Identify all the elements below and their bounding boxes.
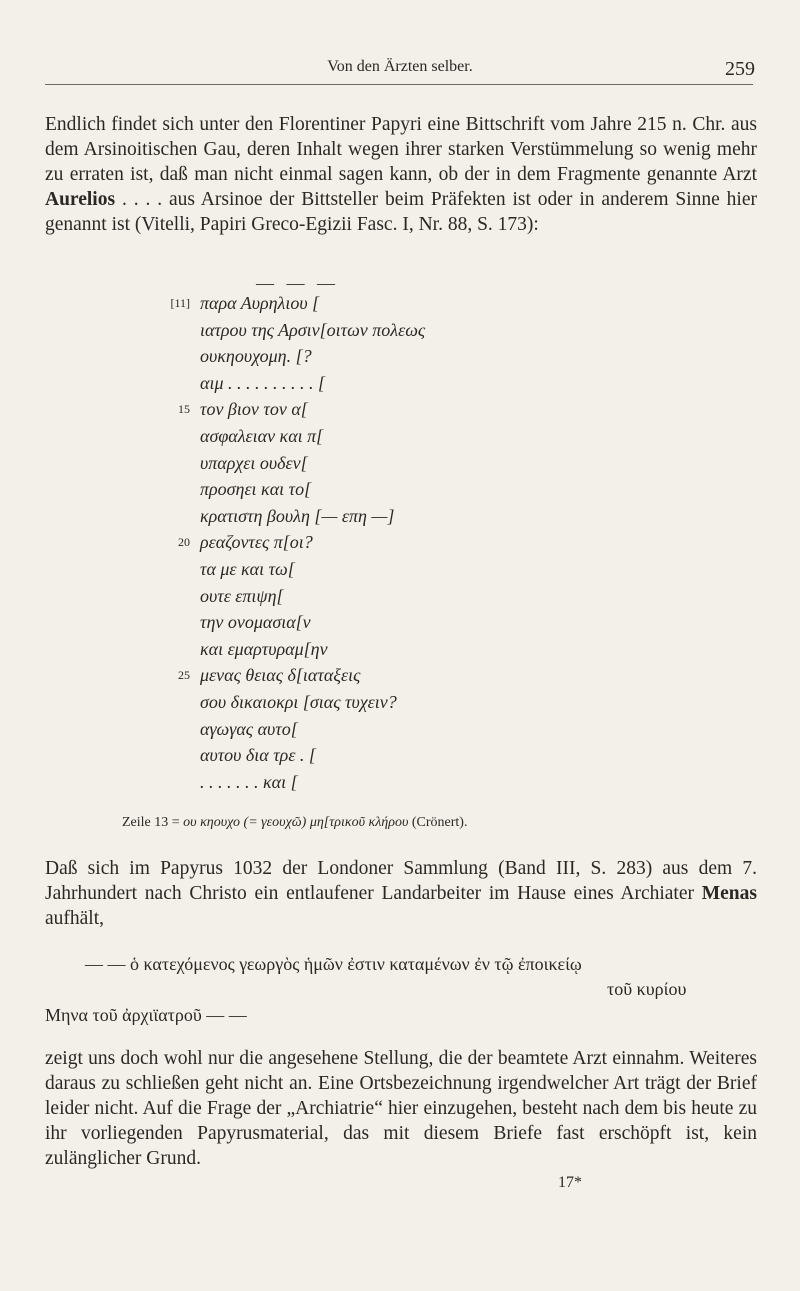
papyrus-line xyxy=(200,423,425,450)
papyrus-line-text: την ονομασια[ν xyxy=(200,612,311,633)
line-number: 15 xyxy=(178,402,190,417)
line-number: [11] xyxy=(170,296,190,310)
papyrus-line-text: παρα Αυρηλιου [ xyxy=(200,293,320,313)
papyrus-line xyxy=(200,769,425,796)
papyrus-line-text: ασφαλειαν και π[ xyxy=(200,425,324,446)
papyrus-line-text: τα με και τω[ xyxy=(200,558,295,579)
paragraph-intro-text-a: Endlich findet sich unter den Florentiner Papyri eine Bittschrift vom Jahre 215 n. Chr. aus dem Arsinoitischen Gau, deren Inhalt wegen ihrer starken Verstümmelung so wenig mehr zu erraten ist, daß man nicht einmal sagen kann, ob der in dem Fragmente genannte Arzt xyxy=(45,114,757,185)
papyrus-line xyxy=(200,742,425,769)
papyrus-line xyxy=(200,609,425,636)
quote-line-2: Μηνα τοῦ ἀρχιϊατροῦ — — xyxy=(45,1005,247,1025)
papyrus-line xyxy=(200,450,425,477)
papyrus-line-text: και εμαρτυραμ[ην xyxy=(200,638,328,659)
papyrus-line-text: αιμ . . . . . . . . . . [ xyxy=(200,372,325,393)
paragraph-london-text-a: Daß sich im Papyrus 1032 der Londoner Sammlung (Band III, S. 283) aus dem 7. Jahrhundert nach Christo ein entlaufener Landarbeiter im Hause eines Archiater xyxy=(45,858,757,904)
papyrus-line xyxy=(178,529,425,556)
header-rule xyxy=(45,84,753,85)
name-aurelios: Aurelios xyxy=(45,189,116,210)
papyrus-line xyxy=(178,662,425,689)
papyrus-line xyxy=(200,556,425,583)
papyrus-line xyxy=(200,503,425,530)
papyrus-text xyxy=(170,290,426,795)
quote-line-1: — — ὁ κατεχόμενος γεωργὸς ἡμῶν ἐστιν καταμένων ἐν τῷ ἐποικείῳ xyxy=(85,954,582,974)
papyrus-line-text: . . . . . . . και [ xyxy=(200,771,298,792)
papyrus-line-text: ουκηουχομη. [? xyxy=(200,346,312,367)
papyrus-line xyxy=(178,396,425,423)
papyrus-line-text: ρεαζοντες π[οι? xyxy=(200,532,313,553)
signature-mark: 17* xyxy=(558,1174,582,1191)
paragraph-london-text-b: aufhält, xyxy=(45,908,105,929)
papyrus-line-text: προσηει και το[ xyxy=(200,479,312,500)
paragraph-intro xyxy=(45,112,757,237)
line-number: 25 xyxy=(178,668,190,683)
paragraph-london xyxy=(45,856,757,931)
papyrus-line-text: υπαρχει ουδεν[ xyxy=(200,452,308,473)
footnote-greek: ου κηουχο (= γεουχῶ) μη[τρικοῦ κλήρου xyxy=(183,815,409,830)
running-header xyxy=(45,58,755,82)
papyrus-line xyxy=(200,317,425,344)
papyrus-line xyxy=(200,716,425,743)
papyrus-line xyxy=(170,290,425,317)
papyrus-line-text: μενας θειας δ[ιαταξεις xyxy=(200,665,361,686)
papyrus-line xyxy=(200,583,425,610)
papyrus-line-text: σου δικαιοκρι [σιας τυχειν? xyxy=(200,691,397,712)
name-menas: Menas xyxy=(701,883,757,904)
papyrus-line-text: ουτε επιψη[ xyxy=(200,585,284,606)
section-separator: — — — xyxy=(256,273,339,293)
papyrus-line xyxy=(200,689,425,716)
paragraph-intro-text-b: . . . . aus Arsinoe der Bittsteller beim Präfekten ist oder in anderem Sinne hier genannt ist (Vitelli, Papiri Greco-Egizii Fasc. I, Nr. 88, S. 173): xyxy=(45,189,757,235)
page-number: 259 xyxy=(725,58,755,80)
line-number: 20 xyxy=(178,535,190,550)
papyrus-line xyxy=(200,370,425,397)
papyrus-line-text: κρατιστη βουλη [— επη —] xyxy=(200,505,395,526)
paragraph-conclusion: zeigt uns doch wohl nur die angesehene Stellung, die der beamtete Arzt einnahm. Weiteres daraus zu schließen geht nicht an. Eine Ortsbezeichnung irgendwelcher Art trägt der Brief leider nicht. Auf die Frage der „Archiatrie“ hier einzugehen, besteht nach dem bis heute zu ihr vorliegenden Papyrusmaterial, das mit diesem Briefe fast erschöpft ist, kein zulänglicher Grund. xyxy=(45,1048,757,1169)
footnote-prefix: Zeile 13 = xyxy=(122,815,184,830)
papyrus-line-text: ιατρου της Αρσιν[οιτων πολεως xyxy=(200,319,426,340)
papyrus-line xyxy=(200,343,425,370)
quote-line-1b: τοῦ κυρίου xyxy=(607,979,687,999)
papyrus-line xyxy=(200,636,425,663)
footnote xyxy=(122,815,467,831)
papyrus-line xyxy=(200,476,425,503)
running-title: Von den Ärzten selber. xyxy=(327,58,473,75)
papyrus-line-text: τον βιον τον α[ xyxy=(200,399,308,420)
papyrus-line-text: αγωγας αυτο[ xyxy=(200,718,298,739)
footnote-suffix: (Crönert). xyxy=(408,815,468,830)
papyrus-line-text: αυτου δια τρε . [ xyxy=(200,745,316,766)
